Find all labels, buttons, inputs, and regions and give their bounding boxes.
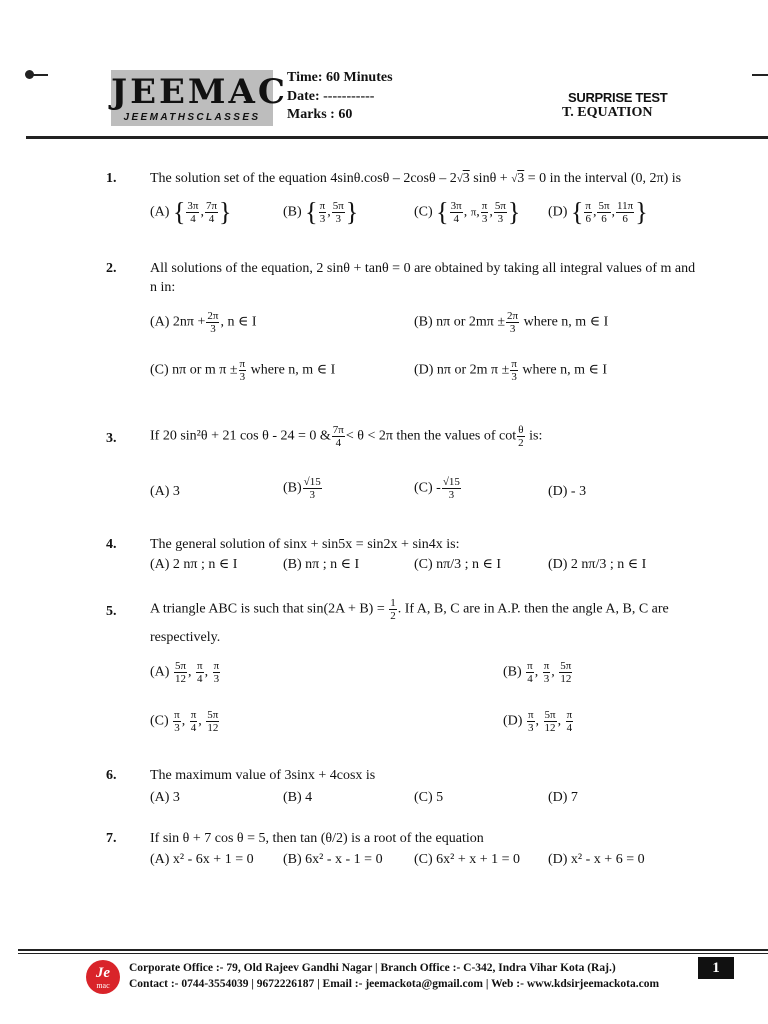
date-label: Date: ----------- [287, 89, 375, 104]
time-label: Time: 60 Minutes [287, 70, 393, 85]
marks-label: Marks : 60 [287, 107, 353, 122]
option-b[interactable]: (B) { $\frac{\pi}{3}$ , $\frac{5\pi}{3}$ } [283, 197, 359, 227]
question-number: 7. [106, 831, 117, 846]
option-c[interactable]: (C) 6x² + x + 1 = 0 [414, 852, 521, 867]
question-5-stem: A triangle ABC is such that sin(2A + B) = $\frac{1}{2}$ . If A, B, C are in A.P. then the angle A, B, C are [150, 597, 669, 622]
option-d[interactable]: (D) 7 [548, 790, 578, 805]
option-a[interactable]: (A) x² - 6x + 1 = 0 [150, 852, 254, 867]
left-rule-dot [25, 70, 34, 79]
question-7-stem: If sin θ + 7 cos θ = 5, then tan (θ/2) is a root of the equation [150, 831, 484, 846]
option-d[interactable]: (D) { $\frac{\pi}{6}$ , $\frac{5\pi}{6}$ , $\frac{11\pi}{6}$ } [548, 197, 648, 227]
question-number: 6. [106, 768, 117, 783]
question-5-stem-cont: respectively. [150, 630, 221, 645]
test-title: SURPRISE TEST [568, 90, 668, 105]
test-topic: T. EQUATION [562, 105, 653, 120]
option-c[interactable]: (C) $\frac{\pi}{3}$ , $\frac{\pi}{4}$ , $\frac{5\pi}{12}$ [150, 709, 219, 734]
option-c[interactable]: (C) - $\frac{√15}{3}$ [414, 476, 460, 501]
question-number: 5. [106, 604, 117, 619]
option-d[interactable]: (D) - 3 [548, 484, 587, 499]
question-2-stem: All solutions of the equation, 2 sinθ + tanθ = 0 are obtained by taking all integral values of m and [150, 261, 696, 276]
question-number: 1. [106, 171, 117, 186]
option-a[interactable]: (A) $\frac{5\pi}{12}$ , $\frac{\pi}{4}$ , $\frac{\pi}{3}$ [150, 660, 220, 685]
right-top-rule [752, 74, 768, 76]
option-b[interactable]: (B) nπ or 2mπ ± $\frac{2\pi}{3}$ where n, m ∈ I [414, 310, 609, 335]
footer-contact: Contact :- 0744-3554039 | 9672226187 | Email :- jeemackota@gmail.com | Web :- www.kdsirjeemackota.com [129, 978, 660, 990]
option-c[interactable]: (C) { $\frac{3\pi}{4}$ , π, $\frac{\pi}{3}$ , $\frac{5\pi}{3}$ } [414, 197, 521, 227]
option-b[interactable]: (B) 6x² - x - 1 = 0 [283, 852, 383, 867]
question-1-stem: The solution set of the equation 4sinθ.cosθ – 2cosθ – 2√3 sinθ + √3 = 0 in the interval (0, 2π) is [150, 171, 682, 186]
header-bottom-rule [26, 136, 768, 139]
option-b[interactable]: (B) $\frac{\pi}{4}$ , $\frac{\pi}{3}$ , $\frac{5\pi}{12}$ [503, 660, 572, 685]
option-d[interactable]: (D) x² - x + 6 = 0 [548, 852, 645, 867]
option-b[interactable]: (B) $\frac{√15}{3}$ [283, 476, 321, 501]
option-d[interactable]: (D) $\frac{\pi}{3}$ , $\frac{5\pi}{12}$ , $\frac{\pi}{4}$ [503, 709, 573, 734]
option-a[interactable]: (A) 2 nπ ; n ∈ I [150, 557, 238, 572]
option-c[interactable]: (C) nπ or m π ± $\frac{\pi}{3}$ where n, m ∈ I [150, 358, 336, 383]
footer-address: Corporate Office :- 79, Old Rajeev Gandhi Nagar | Branch Office :- C-342, Indra Vihar Kota (Raj.) [129, 962, 616, 974]
question-number: 3. [106, 431, 117, 446]
option-c[interactable]: (C) nπ/3 ; n ∈ I [414, 557, 502, 572]
question-2-stem-cont: n in: [150, 280, 176, 295]
option-a[interactable]: (A) 2nπ + $\frac{2\pi}{3}$ , n ∈ I [150, 310, 257, 335]
option-b[interactable]: (B) nπ ; n ∈ I [283, 557, 360, 572]
logo-sub-text: JEEMATHSCLASSES [123, 112, 261, 123]
question-3-stem: If 20 sin²θ + 21 cos θ - 24 = 0 & $\frac{7\pi}{4}$ < θ < 2π then the values of cot $\frac{\theta}{2}$ is: [150, 424, 543, 449]
page-number: 1 [698, 957, 734, 979]
option-a[interactable]: (A) { $\frac{3\pi}{4}$ , $\frac{7\pi}{4}$ } [150, 197, 232, 227]
option-a[interactable]: (A) 3 [150, 484, 180, 499]
logo-main-text: JEEMAC [111, 72, 288, 112]
footer-rule-bottom [18, 953, 768, 954]
option-b[interactable]: (B) 4 [283, 790, 313, 805]
footer-rule-top [18, 949, 768, 951]
option-d[interactable]: (D) 2 nπ/3 ; n ∈ I [548, 557, 647, 572]
option-a[interactable]: (A) 3 [150, 790, 180, 805]
option-d[interactable]: (D) nπ or 2m π ± $\frac{\pi}{3}$ where n, m ∈ I [414, 358, 607, 383]
question-4-stem: The general solution of sinx + sin5x = sin2x + sin4x is: [150, 537, 460, 552]
question-number: 4. [106, 537, 117, 552]
question-6-stem: The maximum value of 3sinx + 4cosx is [150, 768, 376, 783]
question-number: 2. [106, 261, 117, 276]
jeemac-footer-logo: Je mac [86, 960, 120, 994]
jeemac-logo [111, 70, 288, 126]
option-c[interactable]: (C) 5 [414, 790, 444, 805]
